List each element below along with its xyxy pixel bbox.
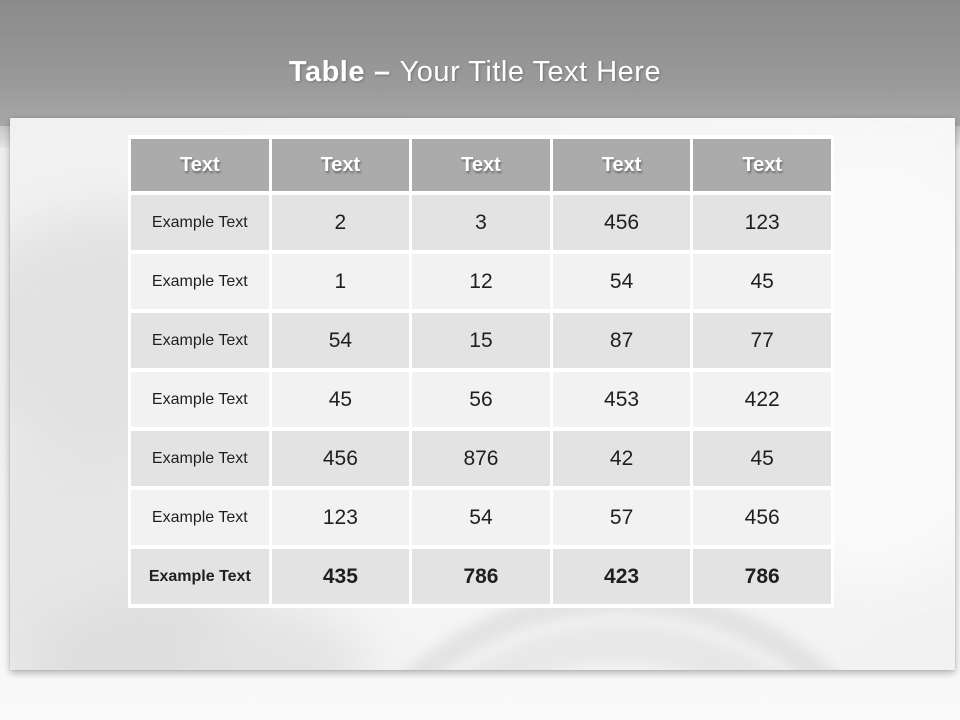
table-row <box>131 431 831 486</box>
table-row <box>131 254 831 309</box>
header-cell: Text <box>272 139 410 191</box>
header-cell: Text <box>553 139 691 191</box>
row-label-cell: Example Text <box>131 431 269 486</box>
header-cell: Text <box>693 139 831 191</box>
title-keyword: Table <box>288 56 365 88</box>
row-label-cell: Example Text <box>131 372 269 427</box>
value-cell: 54 <box>412 490 550 545</box>
value-cell: 57 <box>553 490 691 545</box>
value-cell: 123 <box>693 195 831 250</box>
table-row <box>131 195 831 250</box>
row-label-cell: Example Text <box>131 195 269 250</box>
value-cell: 87 <box>553 313 691 368</box>
value-cell: 77 <box>693 313 831 368</box>
row-label-cell: Example Text <box>131 254 269 309</box>
value-cell: 422 <box>693 372 831 427</box>
value-cell: 456 <box>272 431 410 486</box>
value-cell: 423 <box>553 549 691 604</box>
value-cell: 3 <box>412 195 550 250</box>
title-text: Your Title Text Here <box>399 56 662 88</box>
value-cell: 45 <box>693 254 831 309</box>
value-cell: 45 <box>272 372 410 427</box>
value-cell: 1 <box>272 254 410 309</box>
data-table <box>128 135 834 608</box>
row-label-cell: Example Text <box>131 490 269 545</box>
value-cell: 123 <box>272 490 410 545</box>
value-cell: 54 <box>553 254 691 309</box>
table-row <box>131 372 831 427</box>
content-panel <box>10 118 955 670</box>
table-row <box>131 549 831 604</box>
value-cell: 2 <box>272 195 410 250</box>
value-cell: 453 <box>553 372 691 427</box>
header-cell: Text <box>412 139 550 191</box>
value-cell: 786 <box>693 549 831 604</box>
value-cell: 42 <box>553 431 691 486</box>
page-title <box>0 56 950 89</box>
row-label-cell: Example Text <box>131 549 269 604</box>
row-label-cell: Example Text <box>131 313 269 368</box>
title-separator: – <box>373 56 391 88</box>
value-cell: 15 <box>412 313 550 368</box>
value-cell: 45 <box>693 431 831 486</box>
value-cell: 54 <box>272 313 410 368</box>
value-cell: 456 <box>693 490 831 545</box>
value-cell: 435 <box>272 549 410 604</box>
table-header-row <box>131 139 831 191</box>
value-cell: 56 <box>412 372 550 427</box>
table-row <box>131 313 831 368</box>
value-cell: 12 <box>412 254 550 309</box>
value-cell: 456 <box>553 195 691 250</box>
value-cell: 786 <box>412 549 550 604</box>
value-cell: 876 <box>412 431 550 486</box>
table-row <box>131 490 831 545</box>
header-cell: Text <box>131 139 269 191</box>
